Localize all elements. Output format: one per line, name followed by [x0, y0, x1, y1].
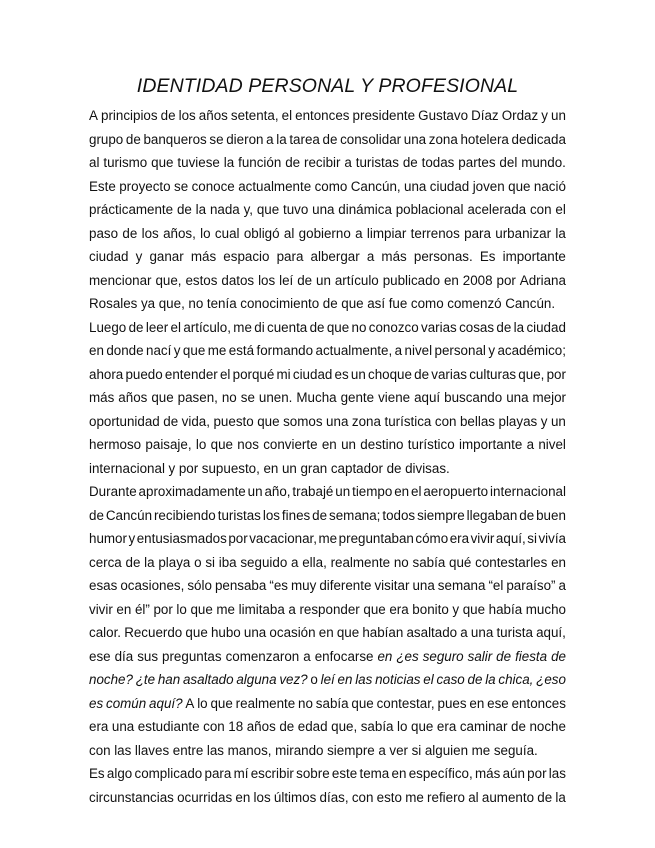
text-line: de Cancún recibiendo turistas los fines de semana; todos siempre llegaban de buen — [89, 507, 566, 523]
text-line: calor. Recuerdo que hubo una ocasión en que habían asaltado a una turista aquí, — [89, 625, 566, 640]
document-body — [89, 104, 566, 809]
text-line: oportunidad de vida, puesto que somos una zona turística con bellas playas y un — [89, 413, 566, 429]
text-line: ahora puedo entender el porqué mi ciudad es un choque de varias culturas que, por — [89, 366, 566, 382]
text-line: grupo de banqueros se dieron a la tarea de consolidar una zona hotelera dedicada — [89, 131, 566, 147]
text-line: esas ocasiones, sólo pensaba “es muy diferente visitar una semana “el paraíso” a — [89, 578, 566, 593]
text-line: es común aquí? A lo que realmente no sabía que contestar, pues en ese entonces — [89, 695, 566, 711]
text-line: humor y entusiasmados por vacacionar, me preguntaban cómo era vivir aquí, si vivía — [89, 531, 566, 546]
text-line: circunstancias ocurridas en los últimos días, con esto me refiero al aumento de la — [89, 789, 566, 805]
text-line: al turismo que tuviese la función de recibir a turistas de todas partes del mundo. — [89, 155, 566, 170]
text-line: internacional y por supuesto, en un gran captador de divisas. — [89, 460, 450, 476]
text-line: Luego de leer el artículo, me di cuenta de que no conozco varias cosas de la ciudad — [89, 319, 566, 335]
text-line: mencionar que, estos datos los leí de un artículo publicado en 2008 por Adriana — [89, 272, 566, 288]
text-line: en donde nací y que me está formando actualmente, a nivel personal y académico; — [89, 343, 566, 358]
text-line: Es algo complicado para mí escribir sobre este tema en específico, más aún por las — [89, 766, 566, 781]
text-line: Durante aproximadamente un año, trabajé un tiempo en el aeropuerto internacional — [89, 484, 566, 499]
text-line: ciudad y ganar más espacio para albergar a más personas. Es importante — [89, 249, 566, 264]
text-line: con las llaves entre las manos, mirando siempre a ver si alguien me seguía. — [89, 742, 538, 758]
text-line: prácticamente de la nada y, que tuvo una dinámica poblacional acelerada con el — [89, 202, 566, 217]
text-line: Este proyecto se conoce actualmente como Cancún, una ciudad joven que nació — [89, 178, 566, 194]
text-line: vivir en él” por lo que me limitaba a responder que era bonito y que había mucho — [89, 601, 566, 617]
text-line: era una estudiante con 18 años de edad que, sabía lo que era caminar de noche — [89, 719, 566, 734]
text-line: ese día sus preguntas comenzaron a enfocarse en ¿es seguro salir de fiesta de — [89, 648, 566, 664]
text-line: hermoso paisaje, lo que nos convierte en un destino turístico importante a nivel — [89, 437, 566, 452]
text-line: más años que pasen, no se unen. Mucha gente viene aquí buscando una mejor — [89, 390, 566, 405]
document-title: IDENTIDAD PERSONAL Y PROFESIONAL — [136, 75, 519, 97]
text-line: noche? ¿te han asaltado alguna vez? o leí en las noticias el caso de la chica, ¿eso — [89, 672, 566, 687]
text-line: A principios de los años setenta, el entonces presidente Gustavo Díaz Ordaz y un — [89, 108, 566, 123]
text-line: cerca de la playa o si iba seguido a ella, realmente no sabía qué contestarles en — [89, 554, 566, 570]
text-line: Rosales ya que, no tenía conocimiento de que así fue como comenzó Cancún. — [89, 296, 556, 311]
text-line: paso de los años, lo cual obligó al gobierno a limpiar terrenos para urbanizar la — [89, 225, 566, 241]
